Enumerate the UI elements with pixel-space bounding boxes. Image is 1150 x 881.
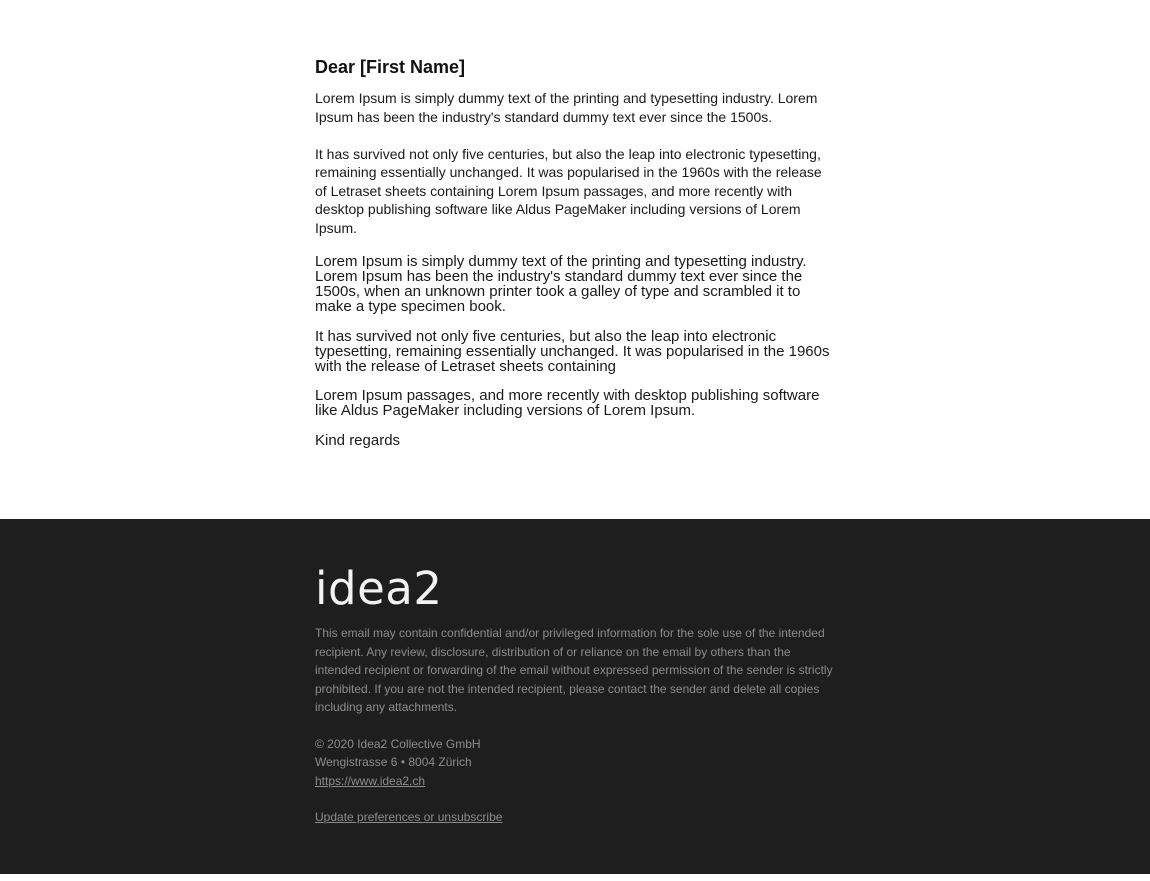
company-address: Wengistrasse 6 • 8004 Zürich xyxy=(315,755,472,769)
letter-paragraph-1: Lorem Ipsum is simply dummy text of the printing and typesetting industry. Lorem Ipsum has been the industry's standard dummy text ever since the 1500s. xyxy=(315,90,818,125)
signoff: Kind regards xyxy=(315,431,401,449)
email-footer xyxy=(0,519,1150,874)
copyright-text: © 2020 Idea2 Collective GmbH xyxy=(315,736,481,751)
letter-paragraph-5: Lorem Ipsum passages, and more recently with desktop publishing software like Aldus PageMaker including versions of Lorem Ipsum. xyxy=(315,387,820,419)
footer-content xyxy=(315,561,835,827)
unsubscribe-block xyxy=(315,808,835,827)
company-info xyxy=(315,735,835,791)
bottom-margin xyxy=(0,874,1150,881)
idea2-logo: idea2 xyxy=(315,562,443,615)
letter-paragraph-4: It has survived not only five centuries, but also the leap into electronic typesetting, remaining essentially unchanged. It was popularised in the 1960s with the release of Letraset sheets containing xyxy=(315,327,830,375)
letter-content xyxy=(315,55,835,448)
letter-paragraph-2: It has survived not only five centuries, but also the leap into electronic typesetting, remaining essentially unchanged. It was popularised in the 1960s with the release of Letraset sheets containing Lorem Ipsum passages, and more recently with desktop publishing software like Aldus PageMaker including versions of Lorem Ipsum. xyxy=(315,145,822,236)
confidentiality-disclaimer: This email may contain confidential and/or privileged information for the sole use of the intended recipient. Any review, disclosure, distribution of or reliance on the email by others than the intended recipient or forwarding of the email without expressed permission of the sender is strictly prohibited. If you are not the intended recipient, please contact the sender and delete all copies including any attachments. xyxy=(315,626,833,714)
letter-paragraph-3: Lorem Ipsum is simply dummy text of the printing and typesetting industry. Lorem Ipsum has been the industry's standard dummy text ever since the 1500s, when an unknown printer took a galley of type and scrambled it to make a type specimen book. xyxy=(315,253,807,315)
website-link[interactable]: https://www.idea2.ch xyxy=(315,773,426,788)
greeting-heading: Dear [First Name] xyxy=(315,57,466,77)
unsubscribe-link[interactable]: Update preferences or unsubscribe xyxy=(315,810,503,824)
